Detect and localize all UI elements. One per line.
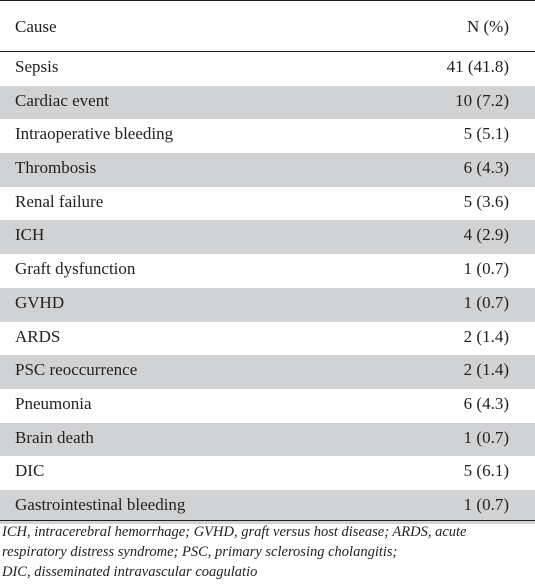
table-row — [0, 254, 535, 288]
n-cell: 5 (3.6) — [463, 191, 509, 211]
cause-cell: Thrombosis — [15, 158, 97, 178]
table-row — [0, 86, 535, 120]
n-cell: 10 (7.2) — [455, 90, 509, 110]
n-cell: 1 (0.7) — [463, 259, 509, 279]
table-row — [0, 322, 535, 356]
table-row — [0, 490, 535, 524]
n-cell: 4 (2.9) — [463, 225, 509, 245]
table-row — [0, 355, 535, 389]
n-cell: 6 (4.3) — [463, 393, 509, 413]
table-row — [0, 187, 535, 221]
table-footnote — [2, 522, 532, 582]
cause-cell: Sepsis — [15, 57, 59, 76]
table-row — [0, 52, 535, 86]
n-cell: 1 (0.7) — [463, 494, 509, 514]
cause-cell: PSC reoccurrence — [15, 360, 138, 380]
cause-cell: Graft dysfunction — [15, 259, 136, 279]
n-cell: 6 (4.3) — [463, 158, 509, 178]
n-cell: 41 (41.8) — [446, 57, 509, 76]
cause-cell: Pneumonia — [15, 393, 92, 413]
cause-cell: Brain death — [15, 427, 94, 447]
n-cell: 1 (0.7) — [463, 292, 509, 312]
n-cell: 2 (1.4) — [463, 360, 509, 380]
cause-cell: ICH — [15, 225, 45, 245]
n-cell: 2 (1.4) — [463, 326, 509, 346]
table-row — [0, 456, 535, 490]
table-row — [0, 153, 535, 187]
n-cell: 5 (5.1) — [463, 124, 509, 144]
table-body — [0, 52, 535, 524]
cause-cell: DIC — [15, 461, 45, 481]
cause-cell: Renal failure — [15, 191, 104, 211]
cause-cell: Cardiac event — [15, 90, 109, 110]
footnote-line: respiratory distress syndrome; PSC, primary sclerosing cholangitis; — [2, 544, 398, 560]
cause-cell: Intraoperative bleeding — [15, 124, 174, 144]
n-cell: 1 (0.7) — [463, 427, 509, 447]
cause-cell: GVHD — [15, 292, 65, 312]
table-row — [0, 119, 535, 153]
n-cell: 5 (6.1) — [463, 461, 509, 481]
header-cause: Cause — [15, 17, 57, 36]
header-n-percent: N (%) — [466, 17, 509, 36]
table-bottom-rule — [0, 520, 535, 521]
cause-cell: ARDS — [15, 326, 61, 346]
footnote-line: ICH, intracerebral hemorrhage; GVHD, graft versus host disease; ARDS, acute — [2, 524, 467, 540]
table-row — [0, 288, 535, 322]
footnote-line: DIC, disseminated intravascular coagulatio — [2, 564, 258, 580]
table-row — [0, 220, 535, 254]
table-row — [0, 389, 535, 423]
table-row — [0, 423, 535, 457]
table-header — [0, 0, 535, 52]
cause-cell: Gastrointestinal bleeding — [15, 494, 186, 514]
